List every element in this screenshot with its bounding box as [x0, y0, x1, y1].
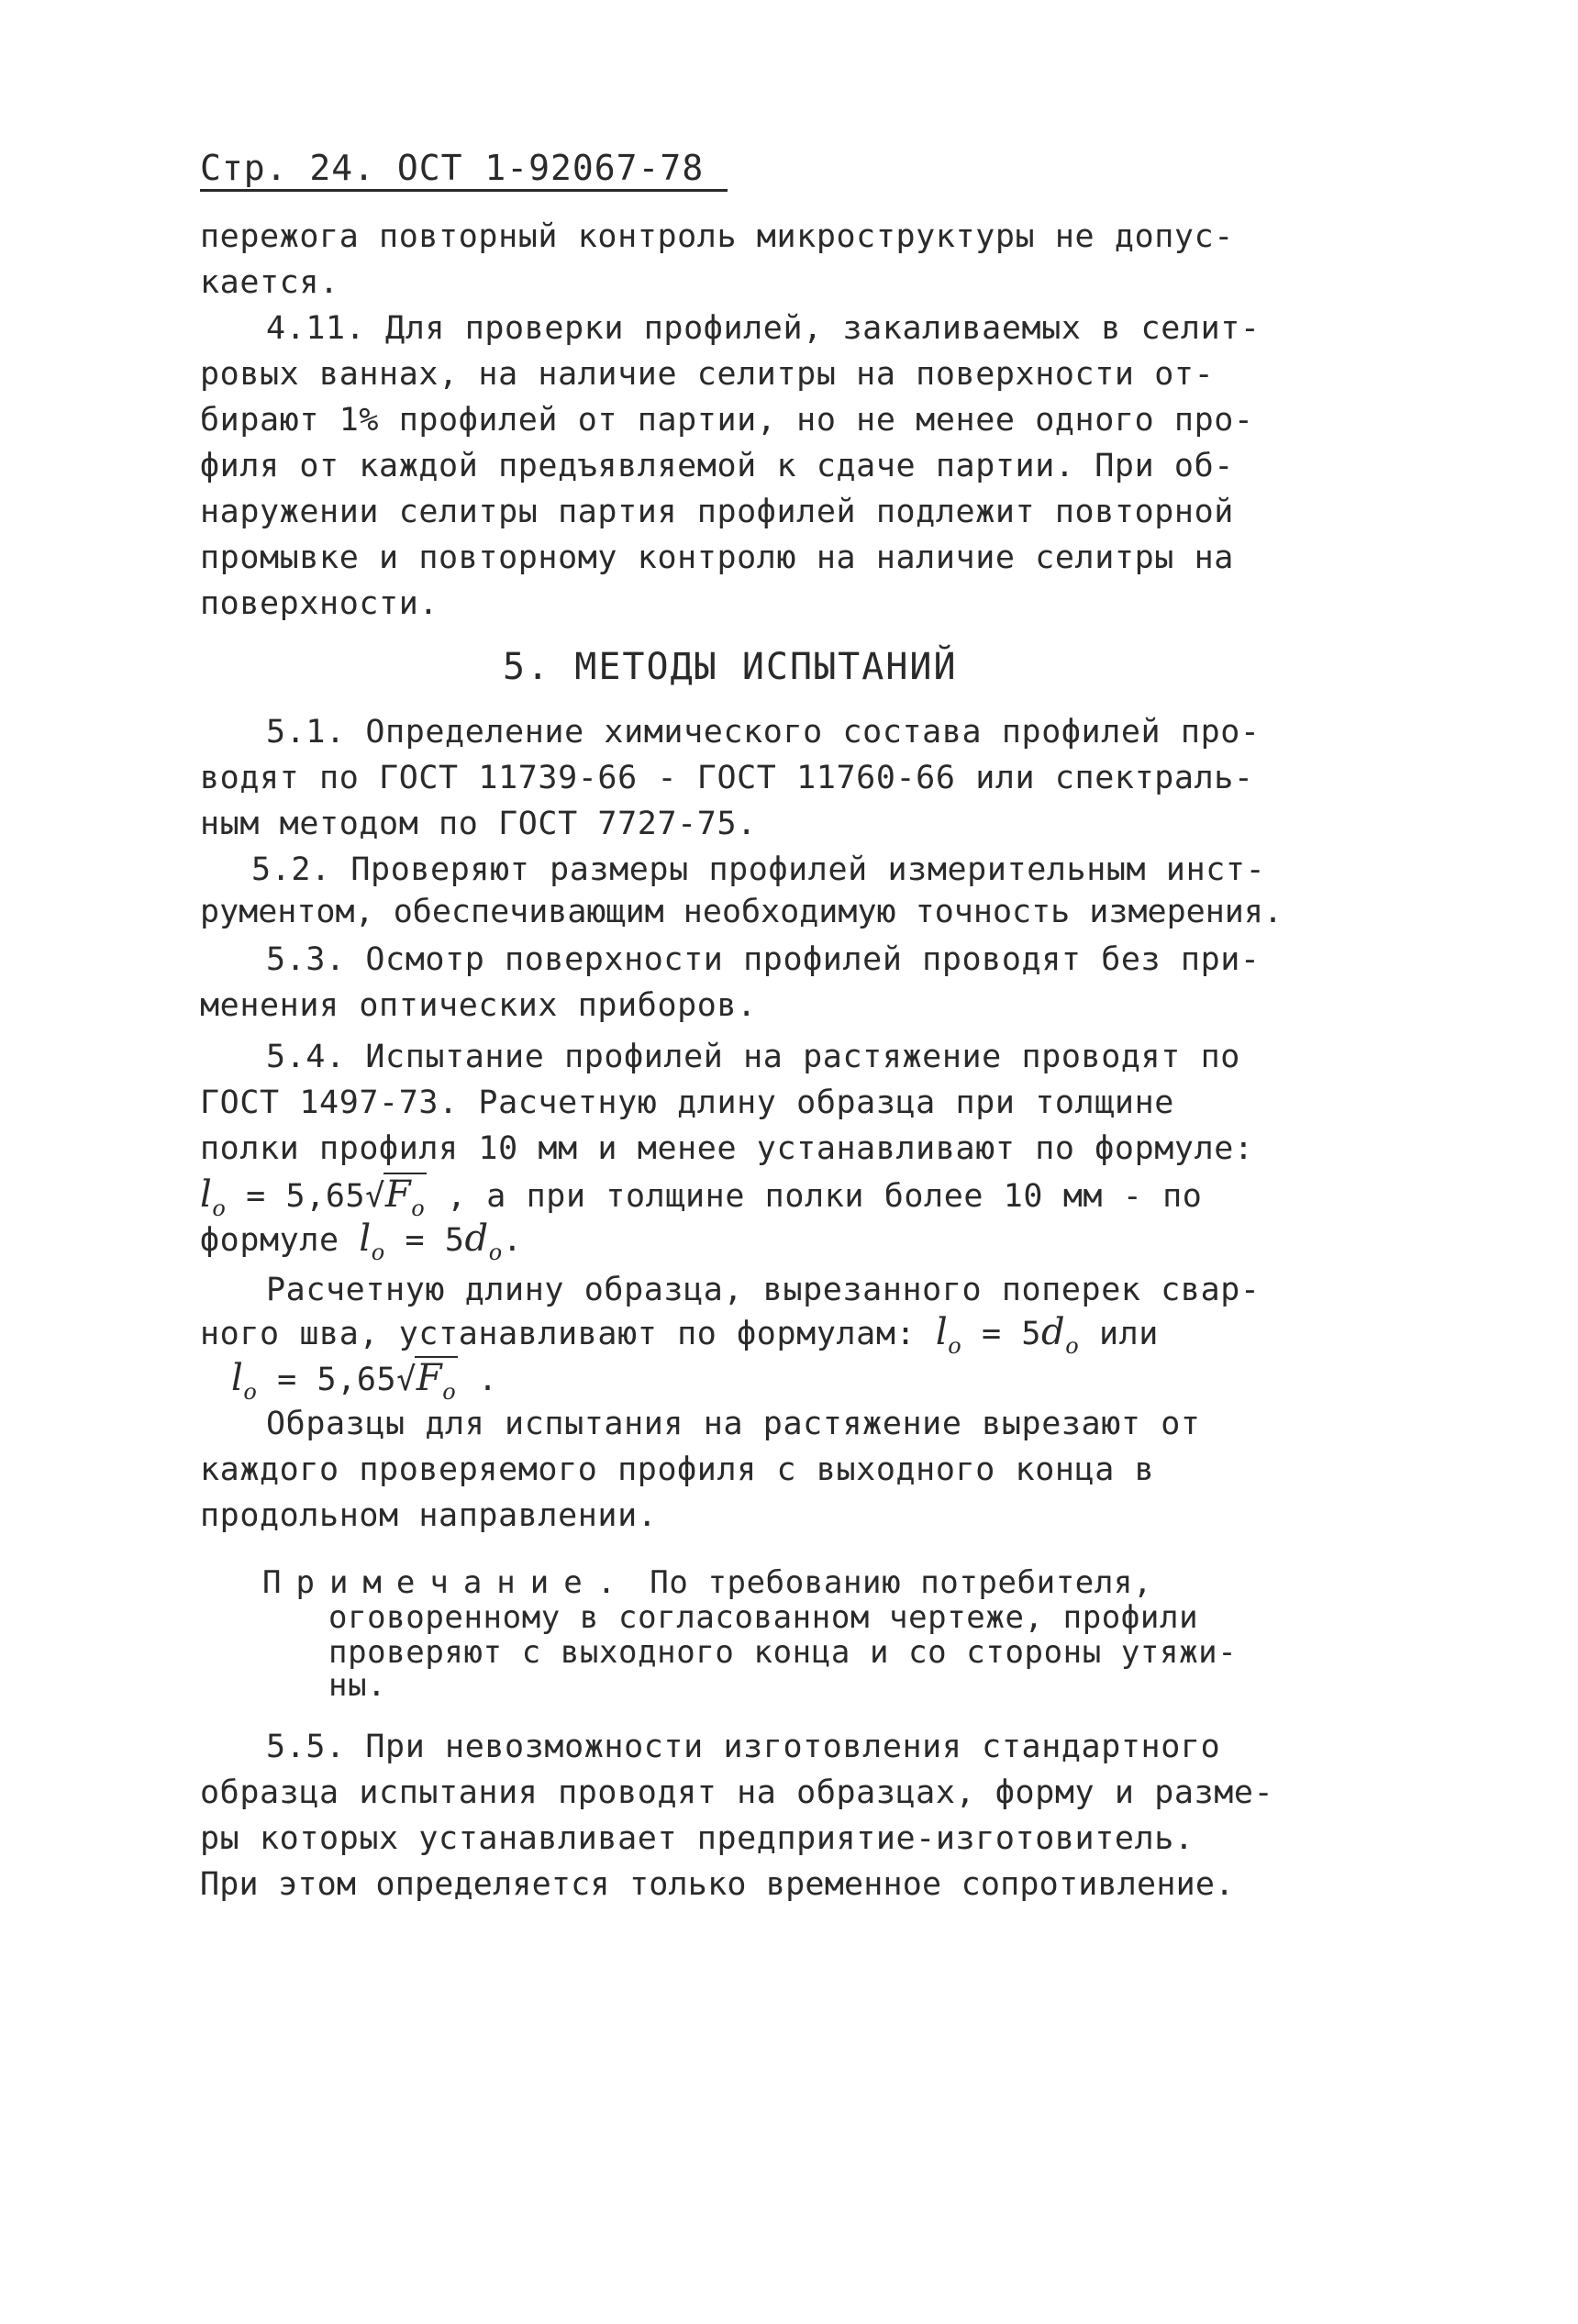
paragraph-4-11-line: ровых ваннах, на наличие селитры на поверхности от- [200, 356, 1215, 393]
formula-subscript: o [1065, 1333, 1080, 1359]
paragraph-5-4b-line: Расчетную длину образца, вырезанного поперек свар- [266, 1272, 1261, 1308]
formula-symbol: l [231, 1357, 244, 1399]
paragraph-4-11-line: промывке и повторному контролю на наличие селитры на [200, 539, 1234, 576]
formula-symbol: l [935, 1311, 949, 1353]
formula-coefficient: 5,65 [285, 1178, 366, 1215]
paragraph-5-2-line: рументом, обеспечивающим необходимую точность измерения. [200, 894, 1284, 930]
paragraph-5-4-line: ГОСТ 1497-73. Расчетную длину образца при толщине [200, 1084, 1174, 1121]
formula-coefficient: 5,65 [317, 1362, 397, 1398]
paragraph-5-3-line: менения оптических приборов. [200, 987, 757, 1024]
paragraph-5-2-line: 5.2. Проверяют размеры профилей измерительным инст- [251, 851, 1266, 888]
paragraph-5-1-line: водят по ГОСТ 11739-66 - ГОСТ 11760-66 или спектраль- [200, 760, 1254, 796]
paragraph-5-4c-line: каждого проверяемого профиля с выходного конца в [200, 1451, 1155, 1488]
paragraph-5-1-line: ным методом по ГОСТ 7727-75. [200, 806, 757, 842]
formula-symbol: F [384, 1173, 412, 1216]
formula-equals: = [405, 1222, 426, 1259]
formula-coefficient: 5 [444, 1222, 465, 1259]
text-fragment: , а при толщине полки более 10 мм - по [446, 1178, 1203, 1215]
paragraph-4-11-line: поверхности. [200, 585, 439, 622]
formula-subscript: o [212, 1195, 227, 1221]
paragraph-5-3-line: 5.3. Осмотр поверхности профилей проводят без при- [266, 941, 1261, 978]
paragraph-5-1-line: 5.1. Определение химического состава профилей про- [266, 714, 1261, 751]
text-fragment: . [502, 1222, 523, 1259]
text-fragment: или [1098, 1316, 1159, 1352]
formula-symbol: l [359, 1218, 372, 1260]
sqrt-symbol: √ [365, 1178, 385, 1215]
text-fragment: ного шва, устанавливают по формулам: [200, 1316, 917, 1352]
paragraph-5-5-line: образца испытания проводят на образцах, форму и разме- [200, 1774, 1274, 1811]
paragraph-4-11-line: наружении селитры партия профилей подлежит повторной [200, 494, 1234, 530]
text-line: кается. [200, 264, 339, 301]
formula-symbol: F [416, 1357, 443, 1399]
formula-equals: = [982, 1316, 1002, 1352]
paragraph-5-4c-line: продольном направлении. [200, 1497, 658, 1534]
paragraph-5-5-line: ры которых устанавливает предприятие-изготовитель. [200, 1820, 1195, 1857]
paragraph-4-11-line: 4.11. Для проверки профилей, закаливаемых в селит- [266, 310, 1261, 347]
note-line: оговоренному в согласованном чертеже, профили [328, 1599, 1199, 1636]
formula-subscript: o [442, 1379, 457, 1405]
page-header: Стр. 24. ОСТ 1-92067-78 [200, 148, 705, 188]
note-line [262, 1565, 1152, 1600]
formula-subscript: o [371, 1240, 385, 1265]
note-label: Примечание. [262, 1564, 631, 1601]
formula-symbol: l [200, 1173, 213, 1216]
paragraph-5-5-line: При этом определяется только временное сопротивление. [200, 1866, 1235, 1903]
formula-symbol: d [1041, 1311, 1066, 1353]
note-line: ны. [328, 1667, 387, 1704]
header-underline [200, 189, 728, 192]
formula-subscript: o [243, 1379, 258, 1405]
paragraph-5-4-line: полки профиля 10 мм и менее устанавливают по формуле: [200, 1130, 1254, 1167]
formula-equals: = [246, 1178, 266, 1215]
note-line: проверяют с выходного конца и со стороны утяжи- [328, 1634, 1238, 1671]
note-text: По требованию потребителя, [650, 1564, 1153, 1601]
sqrt-symbol: √ [396, 1362, 417, 1398]
formula-subscript: o [411, 1195, 426, 1221]
paragraph-5-4c-line: Образцы для испытания на растяжение вырезают от [266, 1406, 1201, 1442]
formula-coefficient: 5 [1021, 1316, 1042, 1352]
formula-subscript: o [488, 1240, 503, 1265]
section-heading: 5. МЕТОДЫ ИСПЫТАНИЙ [503, 646, 958, 688]
text-line: пережога повторный контроль микроструктуры не допус- [200, 218, 1234, 255]
formula-symbol: d [464, 1218, 489, 1260]
formula-equals: = [277, 1362, 297, 1398]
paragraph-5-4-line: 5.4. Испытание профилей на растяжение проводят по [266, 1039, 1240, 1075]
formula-line [200, 1218, 522, 1273]
text-fragment: . [477, 1362, 498, 1398]
paragraph-4-11-line: бирают 1% профилей от партии, но не менее одного про- [200, 402, 1254, 439]
text-fragment: формуле [200, 1222, 339, 1259]
paragraph-4-11-line: филя от каждой предъявляемой к сдаче партии. При об- [200, 448, 1234, 484]
paragraph-5-5-line: 5.5. При невозможности изготовления стандартного [266, 1729, 1221, 1765]
formula-subscript: o [948, 1333, 962, 1359]
